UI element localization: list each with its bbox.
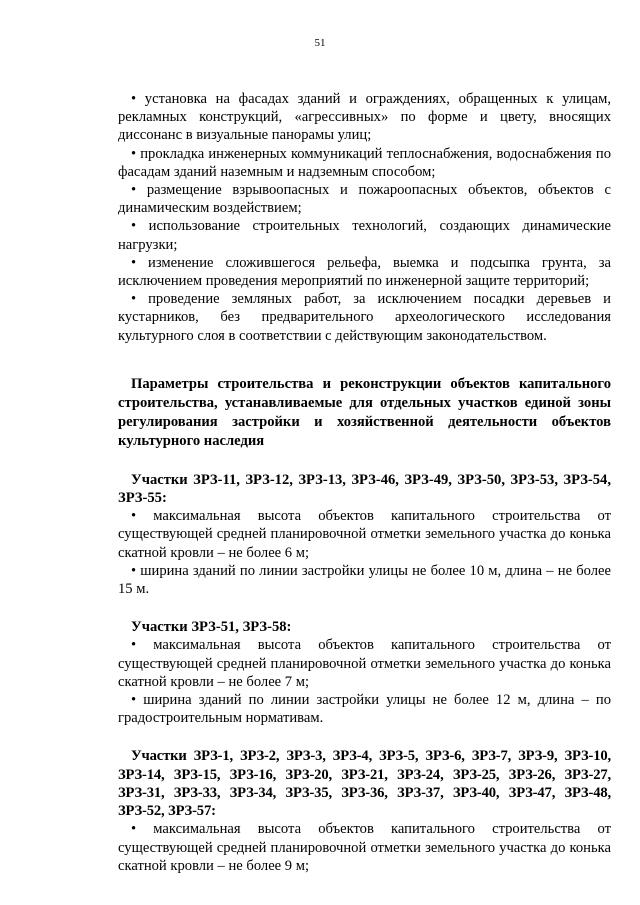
list-item: • ширина зданий по линии застройки улицы не более 10 м, длина – не более 15 м. (118, 562, 611, 598)
list-item: • размещение взрывоопасных и пожароопасных объектов, объектов с динамическим воздействием; (118, 182, 611, 217)
list-item: • изменение сложившегося рельефа, выемка и подсыпка грунта, за исключением проведения мероприятий по инженерной защите территорий; (118, 254, 611, 290)
list-item: • ширина зданий по линии застройки улицы не более 12 м, длина – по градостроительным нормативам. (118, 692, 611, 727)
section-title: Участки ЗРЗ-1, ЗРЗ-2, ЗРЗ-3, ЗРЗ-4, ЗРЗ-5, ЗРЗ-6, ЗРЗ-7, ЗРЗ-9, ЗРЗ-10, ЗРЗ-14, ЗРЗ-15, ЗРЗ-16, ЗРЗ-20, ЗРЗ-21, ЗРЗ-24, ЗРЗ-25, ЗРЗ-26, ЗРЗ-27, ЗРЗ-31, ЗРЗ-33, ЗРЗ-34, ЗРЗ-35, ЗРЗ-36, ЗРЗ-37, ЗРЗ-40, ЗРЗ-47, ЗРЗ-48, ЗРЗ-52, ЗРЗ-57: (118, 748, 611, 820)
list-item: • максимальная высота объектов капитального строительства от существующей средней планировочной отметки земельного участка до конька скатной кровли – не более 6 м; (118, 508, 611, 561)
list-item: • проведение земляных работ, за исключением посадки деревьев и кустарников, без предварительного археологического исследования культурного слоя в соответствии с действующим законодательством. (118, 291, 611, 344)
list-item: • установка на фасадах зданий и ограждениях, обращенных к улицам, рекламных конструкций, «агрессивных» по форме и цвету, вносящих диссонанс в визуальные панорамы улиц; (118, 91, 611, 144)
list-item: • максимальная высота объектов капитального строительства от существующей средней планировочной отметки земельного участка до конька скатной кровли – не более 7 м; (118, 637, 611, 690)
page-number: 51 (314, 37, 326, 49)
section-heading: Параметры строительства и реконструкции объектов капитального строительства, устанавливаемые для отдельных участков единой зоны регулирования застройки и хозяйственной деятельности объектов культурного наследия (118, 375, 611, 449)
section-zrz-51 (118, 618, 611, 727)
restrictions-list (118, 90, 611, 345)
document-body (118, 90, 611, 875)
section-zrz-1 (118, 747, 611, 874)
section-zrz-11 (118, 471, 611, 598)
section-title: Участки ЗРЗ-11, ЗРЗ-12, ЗРЗ-13, ЗРЗ-46, ЗРЗ-49, ЗРЗ-50, ЗРЗ-53, ЗРЗ-54, ЗРЗ-55: (118, 471, 611, 507)
section-title: Участки ЗРЗ-51, ЗРЗ-58: (131, 619, 292, 636)
list-item: • использование строительных технологий, создающих динамические нагрузки; (118, 218, 611, 253)
list-item: • максимальная высота объектов капитального строительства от существующей средней планировочной отметки земельного участка до конька скатной кровли – не более 9 м; (118, 821, 611, 874)
list-item: • прокладка инженерных коммуникаций теплоснабжения, водоснабжения по фасадам зданий наземным и надземным способом; (118, 145, 611, 180)
